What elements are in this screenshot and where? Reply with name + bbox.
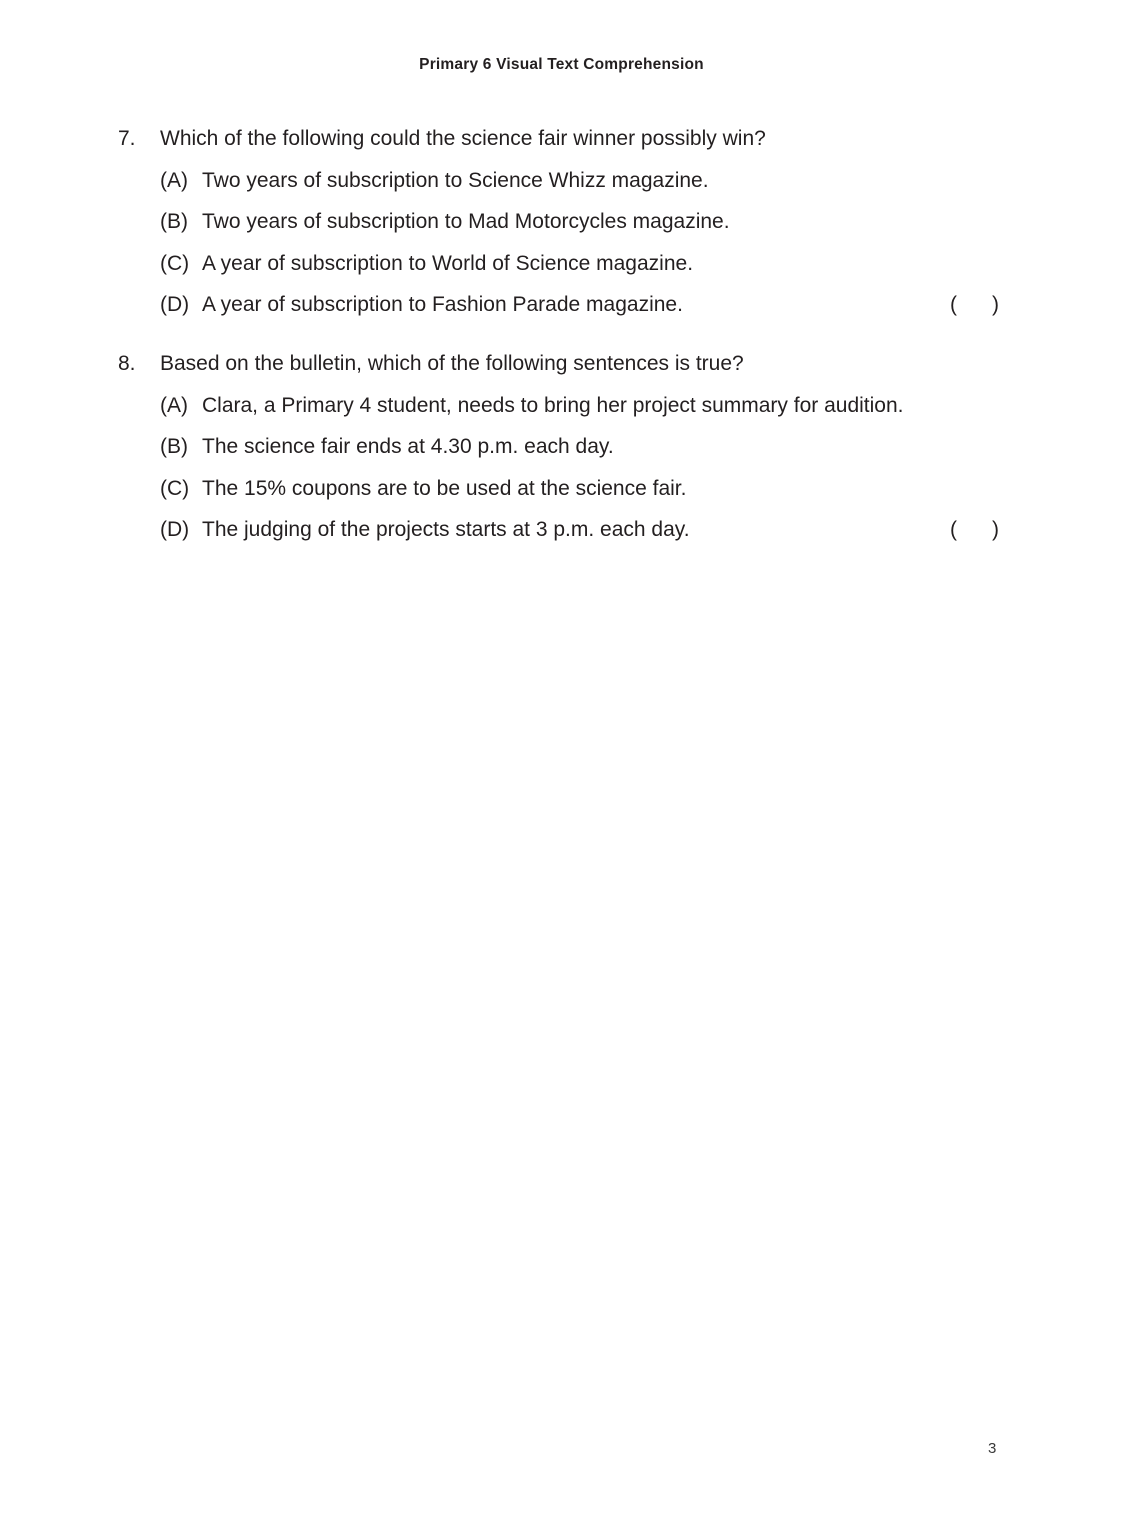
question-8 bbox=[118, 343, 1063, 551]
question-8-answer-brackets: ( ) bbox=[950, 518, 999, 542]
question-8-option-a bbox=[160, 385, 1063, 427]
option-text: The 15% coupons are to be used at the science fair. bbox=[202, 476, 687, 500]
option-label: (C) bbox=[160, 476, 190, 500]
question-8-number: 8. bbox=[118, 351, 136, 375]
question-7-answer-brackets: ( ) bbox=[950, 293, 999, 317]
question-7-option-b bbox=[160, 201, 1063, 243]
option-label: (A) bbox=[160, 393, 188, 417]
page-number: 3 bbox=[988, 1440, 997, 1457]
question-7-text: Which of the following could the science fair winner possibly win? bbox=[160, 127, 766, 150]
question-8-option-d bbox=[160, 509, 1063, 551]
question-7-option-a bbox=[160, 160, 1063, 202]
question-7 bbox=[118, 118, 1063, 326]
question-7-number: 7. bbox=[118, 127, 136, 150]
question-7-option-c bbox=[160, 243, 1063, 285]
option-text: Two years of subscription to Mad Motorcycles magazine. bbox=[202, 210, 730, 234]
option-text: Two years of subscription to Science Whizz magazine. bbox=[202, 168, 709, 192]
option-label: (A) bbox=[160, 168, 188, 192]
option-text: Clara, a Primary 4 student, needs to bring her project summary for audition. bbox=[202, 393, 904, 417]
option-label: (B) bbox=[160, 435, 188, 459]
option-text: A year of subscription to Fashion Parade magazine. bbox=[202, 293, 683, 317]
question-7-stem bbox=[118, 118, 1063, 160]
option-text: A year of subscription to World of Science magazine. bbox=[202, 251, 694, 275]
option-label: (D) bbox=[160, 293, 190, 317]
question-8-stem bbox=[118, 343, 1063, 385]
option-label: (D) bbox=[160, 518, 190, 542]
option-label: (B) bbox=[160, 210, 188, 234]
option-text: The science fair ends at 4.30 p.m. each day. bbox=[202, 435, 614, 459]
question-8-text: Based on the bulletin, which of the following sentences is true? bbox=[160, 351, 744, 375]
question-8-option-b bbox=[160, 426, 1063, 468]
option-label: (C) bbox=[160, 251, 190, 275]
question-7-option-d bbox=[160, 284, 1063, 326]
page-header: Primary 6 Visual Text Comprehension bbox=[419, 56, 704, 73]
option-text: The judging of the projects starts at 3 p.m. each day. bbox=[202, 518, 690, 542]
question-8-option-c bbox=[160, 468, 1063, 510]
